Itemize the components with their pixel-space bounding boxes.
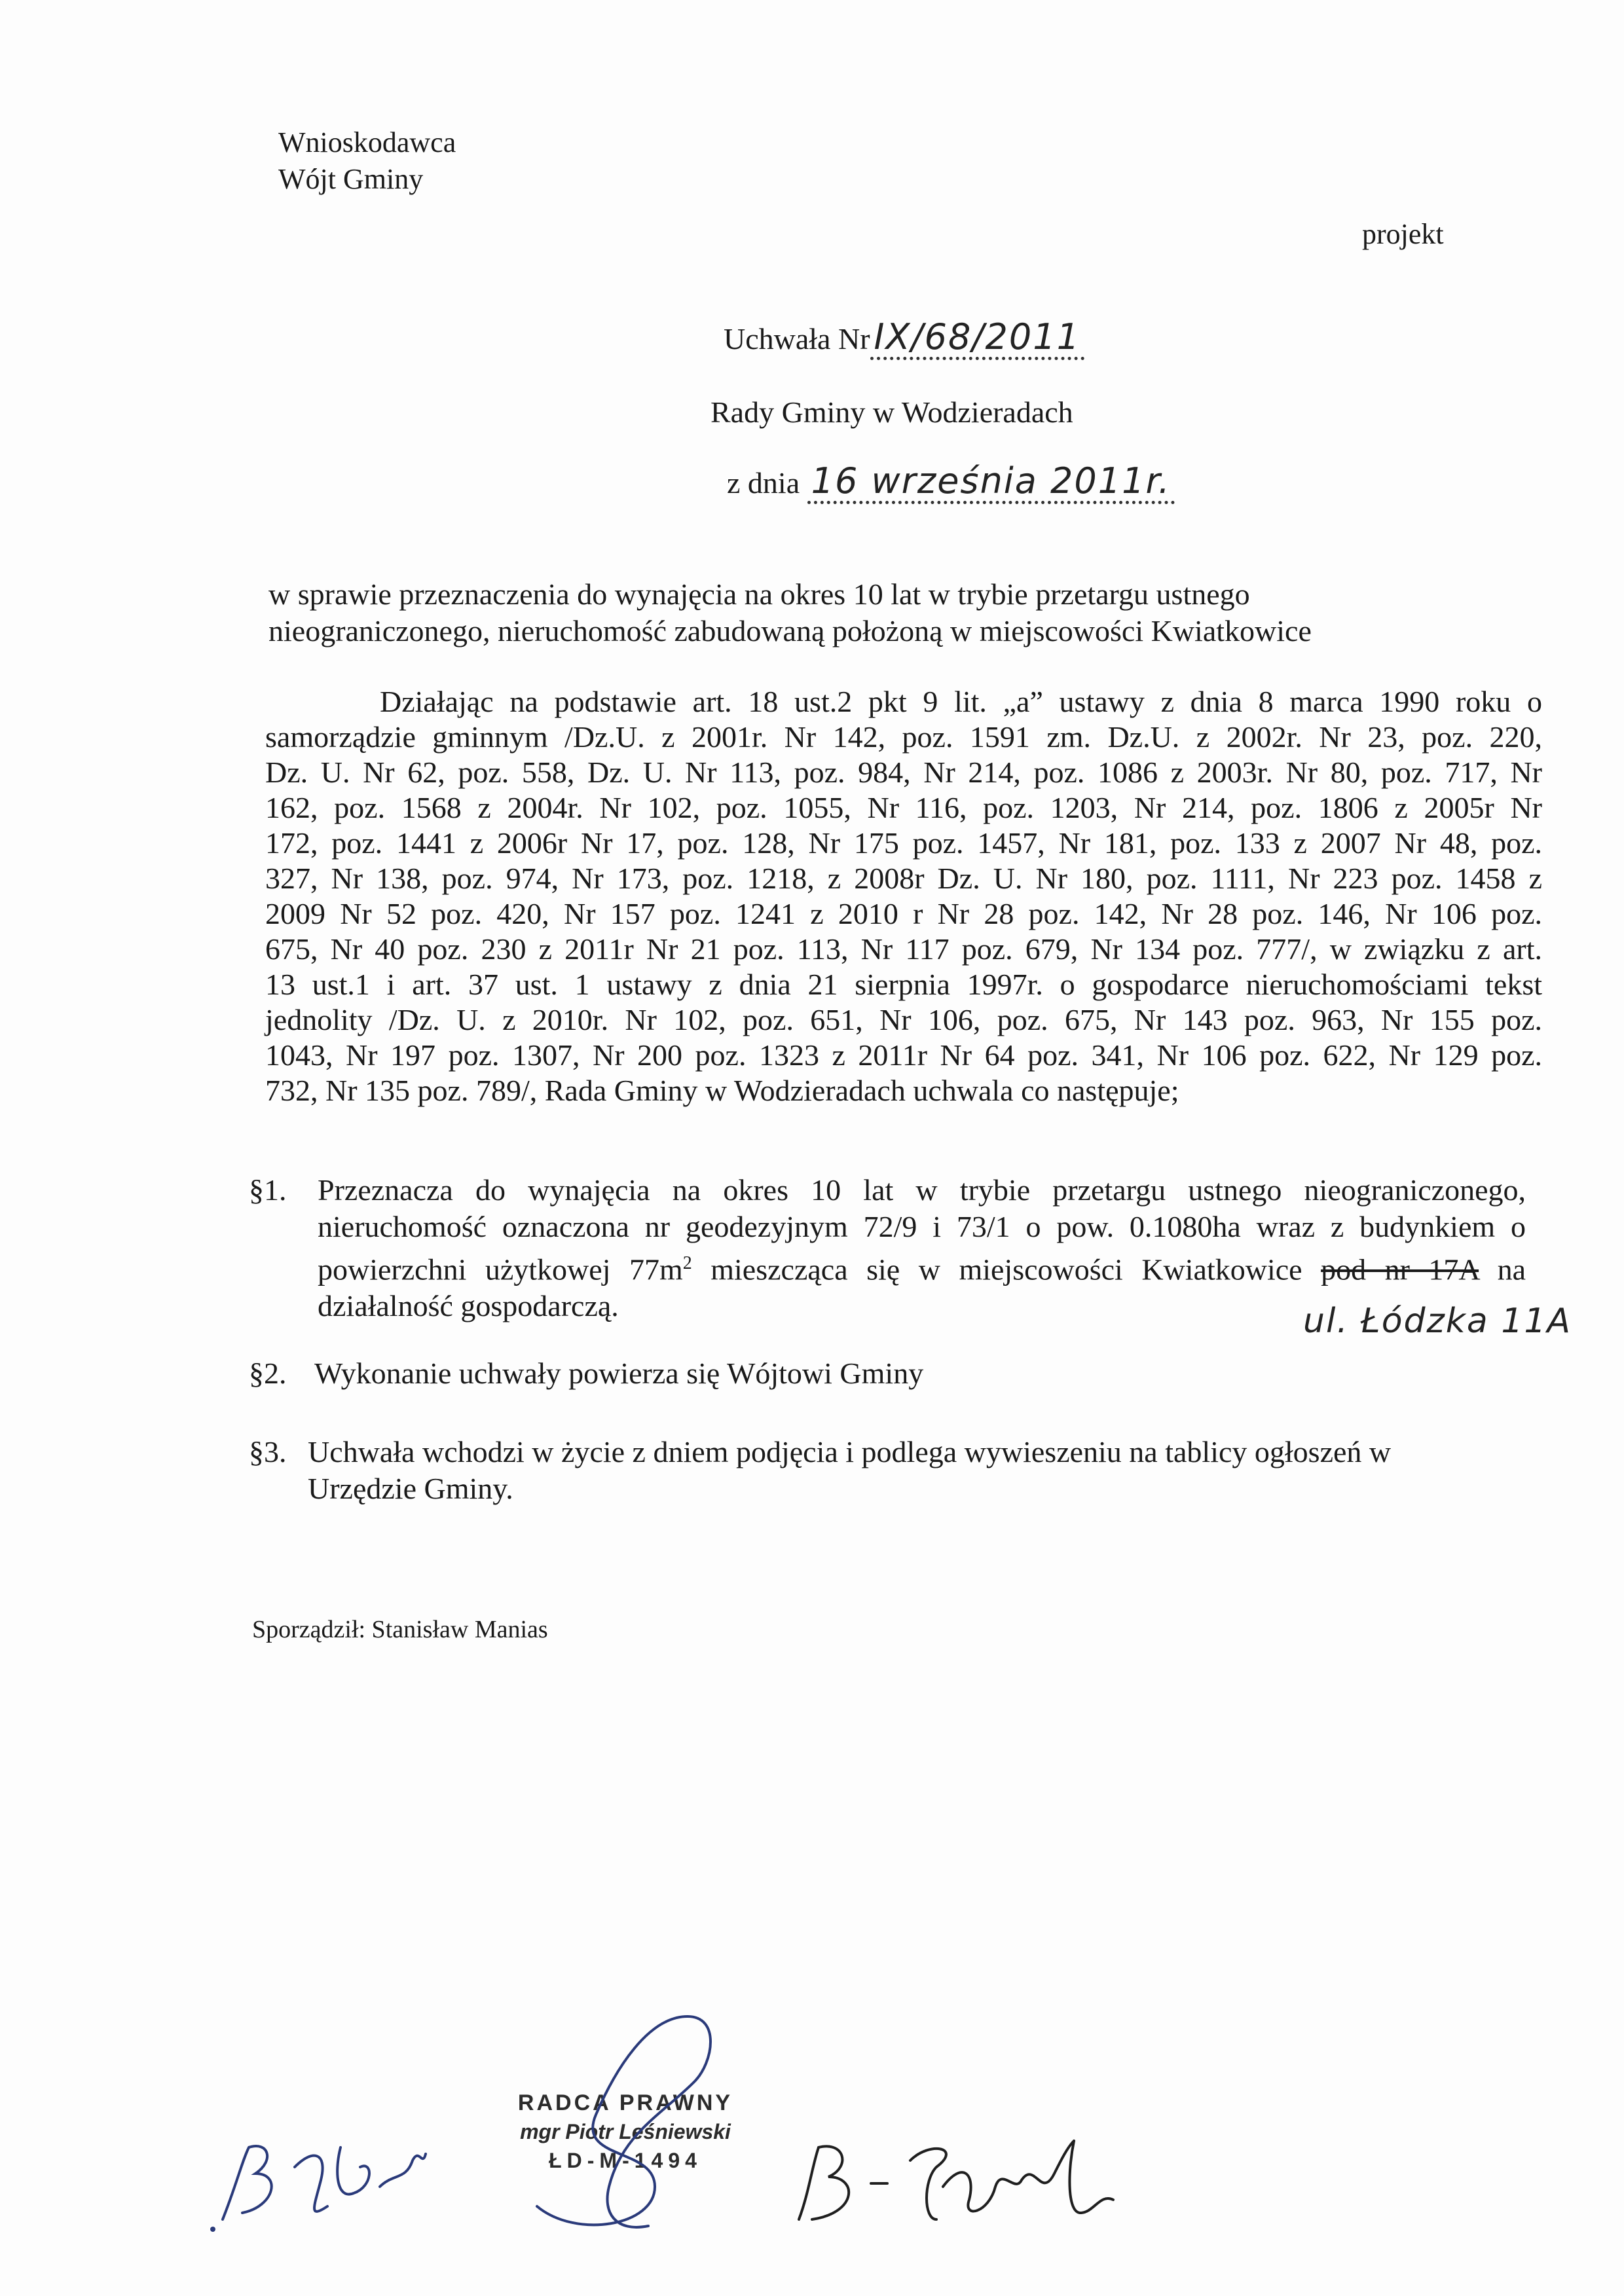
subject-line: nieograniczonego, nieruchomość zabudowaną położoną w miejscowości Kwiatkowice xyxy=(268,614,1312,647)
section-1-line3a: powierzchni użytkowej 77m xyxy=(318,1252,683,1286)
stamp-title: RADCA PRAWNY xyxy=(517,2090,733,2115)
resolution-date-prefix: z dnia xyxy=(727,466,800,500)
preamble-line: Działając na podstawie art. 18 ust.2 pkt 9 lit. „a” ustawy z dnia 8 marca 1990 roku o xyxy=(380,685,1542,718)
stamp-name: mgr Piotr Leśniewski xyxy=(520,2120,731,2143)
section-1-line xyxy=(318,1245,1526,1288)
section-3-body xyxy=(308,1434,1486,1507)
preamble-line: Dz. U. Nr 62, poz. 558, Dz. U. Nr 113, poz. 984, Nr 214, poz. 1086 z 2003r. Nr 80, poz. 717, Nr xyxy=(265,756,1542,789)
section-2-mark: §2. xyxy=(249,1357,287,1390)
subject xyxy=(268,576,1312,649)
preamble-line: 1043, Nr 197 poz. 1307, Nr 200 poz. 1323 z 2011r Nr 64 poz. 341, Nr 106 poz. 622, Nr 129 poz. xyxy=(265,1038,1542,1072)
section-1-line: działalność gospodarczą. xyxy=(318,1289,619,1323)
council-name: Rady Gminy w Wodzieradach xyxy=(710,395,1073,429)
resolution-number-handwritten: IX/68/2011 xyxy=(870,318,1084,360)
preamble-line: 13 ust.1 i art. 37 ust. 1 ustawy z dnia 21 sierpnia 1997r. o gospodarce nieruchomościami tekst xyxy=(265,968,1542,1001)
draft-label: projekt xyxy=(1362,218,1444,250)
section-1-line: Przeznacza do wynajęcia na okres 10 lat w trybie przetargu ustnego nieograniczonego, xyxy=(318,1173,1526,1207)
preamble-line: jednolity /Dz. U. z 2010r. Nr 102, poz. 651, Nr 106, poz. 675, Nr 143 poz. 963, Nr 155 poz. xyxy=(265,1003,1542,1036)
section-3 xyxy=(249,1434,1539,1512)
resolution-date-handwritten: 16 września 2011r. xyxy=(807,462,1175,504)
signature-left xyxy=(196,2108,445,2252)
section-3-mark: §3. xyxy=(249,1435,287,1468)
applicant-name: Wójt Gminy xyxy=(278,163,424,195)
preamble-line: 732, Nr 135 poz. 789/, Rada Gminy w Wodzieradach uchwala co następuje; xyxy=(265,1074,1179,1107)
preamble-line: 172, poz. 1441 z 2006r Nr 17, poz. 128, Nr 175 poz. 1457, Nr 181, poz. 133 z 2007 Nr 48, poz. xyxy=(265,826,1542,860)
prepared-by: Sporządził: Stanisław Manias xyxy=(252,1616,548,1643)
signature-stamp-overlay xyxy=(498,1990,773,2265)
section-1-struck-text: pod nr 17A xyxy=(1321,1252,1479,1286)
section-1-line: nieruchomość oznaczona nr geodezyjnym 72/9 i 73/1 o pow. 0.1080ha wraz z budynkiem o xyxy=(318,1210,1526,1243)
section-1-sup: 2 xyxy=(682,1253,692,1273)
section-2-text: Wykonanie uchwały powierza się Wójtowi Gminy xyxy=(314,1357,924,1390)
subject-line: w sprawie przeznaczenia do wynajęcia na okres 10 lat w trybie przetargu ustnego xyxy=(268,577,1250,611)
section-1-line3b: mieszcząca się w miejscowości Kwiatkowice xyxy=(692,1252,1321,1286)
section-2 xyxy=(249,1355,1539,1394)
handwritten-address: ul. Łódzka 11A xyxy=(1303,1302,1572,1341)
preamble-line: 162, poz. 1568 z 2004r. Nr 102, poz. 1055, Nr 116, poz. 1203, Nr 214, poz. 1806 z 2005r Nr xyxy=(265,791,1542,824)
preamble-line: 2009 Nr 52 poz. 420, Nr 157 poz. 1241 z 2010 r Nr 28 poz. 142, Nr 28 poz. 146, Nr 106 poz. xyxy=(265,897,1542,930)
section-3-line: Uchwała wchodzi w życie z dniem podjęcia i podlega wywieszeniu na tablicy ogłoszeń w xyxy=(308,1435,1392,1468)
resolution-number-prefix: Uchwała Nr xyxy=(724,322,870,355)
resolution-number xyxy=(724,318,1084,360)
stamp-number: ŁD-M-1494 xyxy=(549,2149,702,2172)
section-1-line3c: na xyxy=(1479,1252,1526,1286)
signature-right xyxy=(773,2121,1139,2252)
applicant-label: Wnioskodawca xyxy=(278,126,456,158)
resolution-date xyxy=(727,462,1175,504)
preamble-line: 327, Nr 138, poz. 974, Nr 173, poz. 1218, z 2008r Dz. U. Nr 180, poz. 1111, Nr 223 poz. 1458 z xyxy=(265,862,1542,895)
section-1-mark: §1. xyxy=(249,1173,287,1207)
preamble xyxy=(265,684,1542,1108)
preamble-line: samorządzie gminnym /Dz.U. z 2001r. Nr 142, poz. 1591 zm. Dz.U. z 2002r. Nr 23, poz. 220, xyxy=(265,720,1542,754)
preamble-line: 675, Nr 40 poz. 230 z 2011r Nr 21 poz. 113, Nr 117 poz. 679, Nr 134 poz. 777/, w związku z art. xyxy=(265,932,1542,966)
section-3-line: Urzędzie Gminy. xyxy=(308,1472,513,1505)
